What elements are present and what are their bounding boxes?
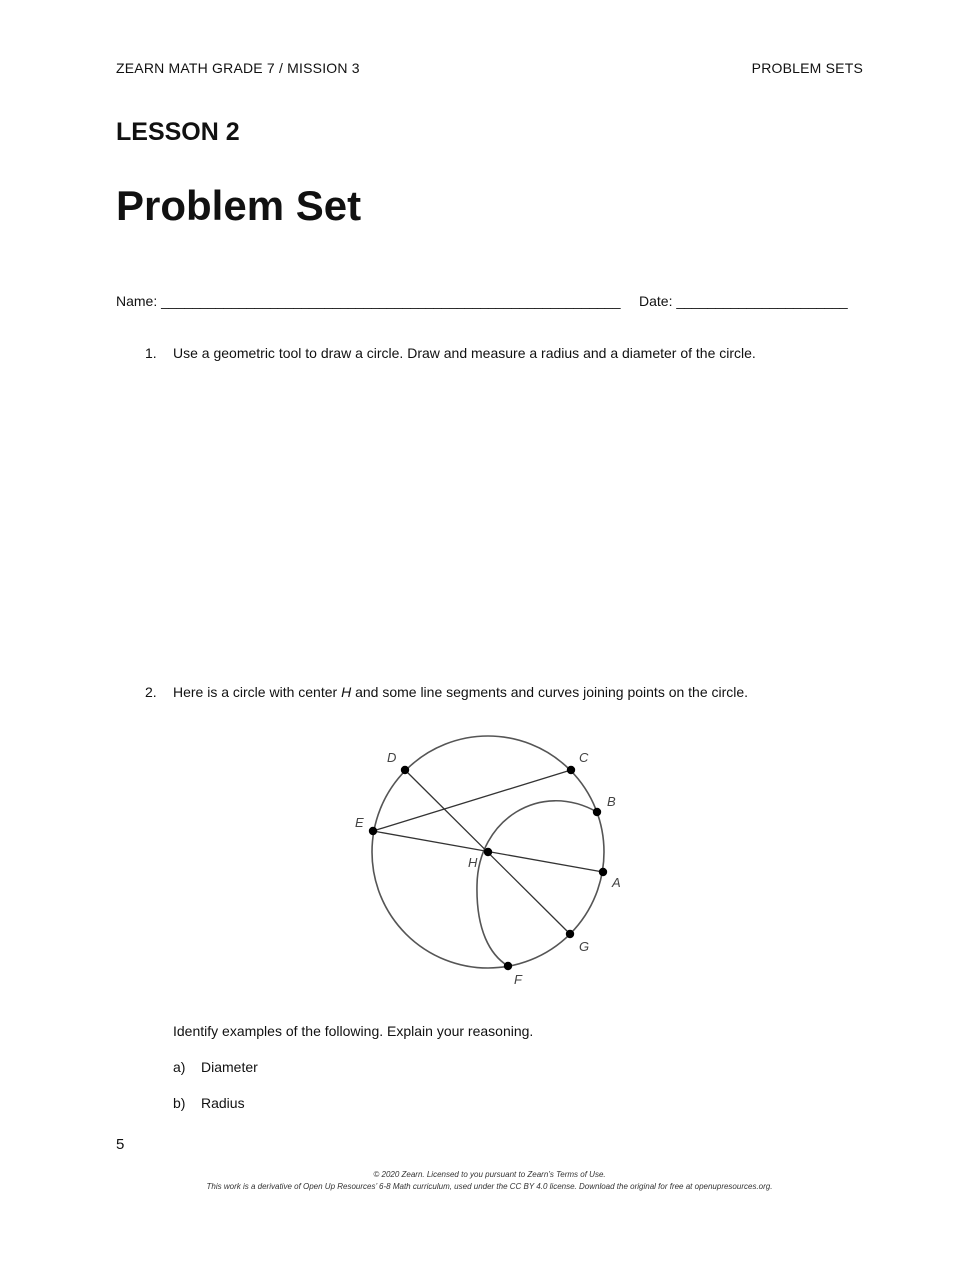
item-b-label: b) [173, 1095, 186, 1111]
footer-copyright: © 2020 Zearn. Licensed to you pursuant to Zearn’s Terms of Use. [373, 1170, 606, 1179]
label-b: B [607, 794, 616, 809]
label-d: D [387, 750, 397, 765]
point-a [599, 868, 607, 876]
circle-diagram [330, 725, 650, 1000]
point-f [504, 962, 512, 970]
problem-1-number: 1. [145, 345, 157, 361]
point-h [484, 848, 492, 856]
header-left: ZEARN MATH GRADE 7 / MISSION 3 [116, 60, 360, 76]
item-a-text: Diameter [201, 1059, 258, 1075]
date-field[interactable]: Date: ______________________ [639, 293, 848, 309]
point-e [369, 827, 377, 835]
point-d [401, 766, 409, 774]
problem-2-text [173, 684, 748, 700]
footer-license: This work is a derivative of Open Up Resources’ 6-8 Math curriculum, used under the CC BY 4.0 license. Download the original for free at openupresources.org. [206, 1182, 773, 1191]
problem-2-center-variable: H [341, 684, 352, 700]
problem-1-text: Use a geometric tool to draw a circle. Draw and measure a radius and a diameter of the circle. [173, 345, 756, 361]
label-g: G [579, 939, 590, 954]
problem-2-text-before: Here is a circle with center [173, 684, 342, 700]
point-g [566, 930, 574, 938]
problem-2-number: 2. [145, 684, 157, 700]
point-c [567, 766, 575, 774]
label-h: H [468, 855, 478, 870]
label-f: F [514, 972, 522, 987]
label-c: C [579, 750, 589, 765]
page-title: Problem Set [116, 182, 362, 229]
name-field[interactable]: Name: ___________________________________________________________ [116, 293, 621, 309]
label-a: A [612, 875, 621, 890]
header-right: PROBLEM SETS [751, 60, 863, 76]
identify-prompt: Identify examples of the following. Explain your reasoning. [173, 1023, 534, 1039]
label-e: E [355, 815, 364, 830]
problem-2-text-after: and some line segments and curves joining points on the circle. [351, 684, 749, 700]
segment-e-c [373, 770, 571, 831]
item-a-label: a) [173, 1059, 186, 1075]
point-b [593, 808, 601, 816]
item-b-text: Radius [201, 1095, 245, 1111]
page-number: 5 [116, 1136, 125, 1153]
lesson-heading: LESSON 2 [116, 118, 240, 146]
